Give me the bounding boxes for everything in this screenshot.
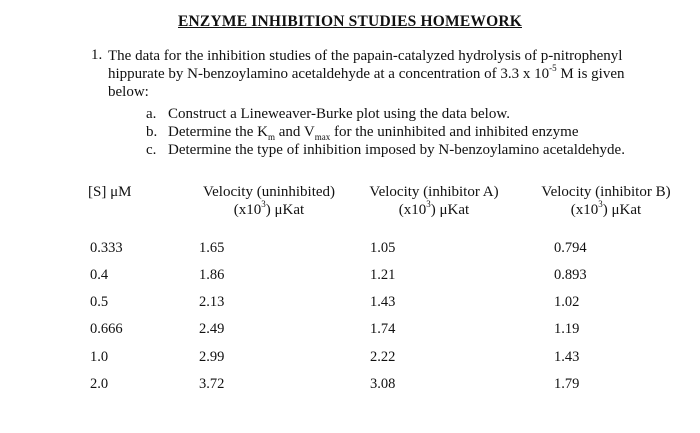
question-line-2: hippurate by N-benzoylamino acetaldehyde at a concentration of 3.3 x $10^{-5}$ M is given bbox=[108, 63, 625, 82]
cell-v0: 1.86 bbox=[199, 267, 225, 283]
cell-v0: 1.65 bbox=[199, 240, 225, 256]
document-title: ENZYME INHIBITION STUDIES HOMEWORK bbox=[178, 13, 522, 30]
cell-v0: 2.99 bbox=[199, 349, 225, 365]
cell-s: 0.666 bbox=[90, 321, 123, 337]
cell-v0: 2.49 bbox=[199, 321, 225, 337]
cell-s: 1.0 bbox=[90, 349, 109, 365]
cell-vb: 1.02 bbox=[554, 294, 580, 310]
cell-v0: 3.72 bbox=[199, 376, 225, 392]
header-uninhibited: Velocity (uninhibited) $(x10^3)$ μKat bbox=[202, 184, 336, 218]
cell-vb: 1.79 bbox=[554, 376, 580, 392]
cell-va: 2.22 bbox=[370, 349, 396, 365]
cell-s: 0.4 bbox=[90, 267, 109, 283]
question-line-3: below: bbox=[108, 84, 149, 100]
cell-s: 0.333 bbox=[90, 240, 123, 256]
cell-vb: 0.794 bbox=[554, 240, 587, 256]
header-substrate: [S] μM bbox=[88, 184, 132, 200]
part-c: c. Determine the type of inhibition imposed by N-benzoylamino acetaldehyde. bbox=[146, 142, 625, 158]
cell-vb: 1.43 bbox=[554, 349, 580, 365]
cell-va: 1.74 bbox=[370, 321, 396, 337]
cell-vb: 1.19 bbox=[554, 321, 580, 337]
header-inhibitor-b: Velocity (inhibitor B) $(x10^3)$ μKat bbox=[541, 184, 671, 218]
part-b: b. Determine the $K_m$ and $V_{max}$ for the uninhibited and inhibited enzyme bbox=[146, 124, 579, 142]
cell-s: 0.5 bbox=[90, 294, 109, 310]
cell-va: 1.05 bbox=[370, 240, 396, 256]
cell-s: 2.0 bbox=[90, 376, 109, 392]
question-line-1: The data for the inhibition studies of the papain-catalyzed hydrolysis of p-nitrophenyl bbox=[108, 48, 623, 64]
header-inhibitor-a: Velocity (inhibitor A) $(x10^3)$ μKat bbox=[369, 184, 499, 218]
cell-va: 1.43 bbox=[370, 294, 396, 310]
cell-v0: 2.13 bbox=[199, 294, 225, 310]
cell-va: 3.08 bbox=[370, 376, 396, 392]
cell-vb: 0.893 bbox=[554, 267, 587, 283]
question-number: 1. bbox=[91, 47, 103, 63]
part-a: a. Construct a Lineweaver-Burke plot using the data below. bbox=[146, 106, 510, 122]
cell-va: 1.21 bbox=[370, 267, 396, 283]
